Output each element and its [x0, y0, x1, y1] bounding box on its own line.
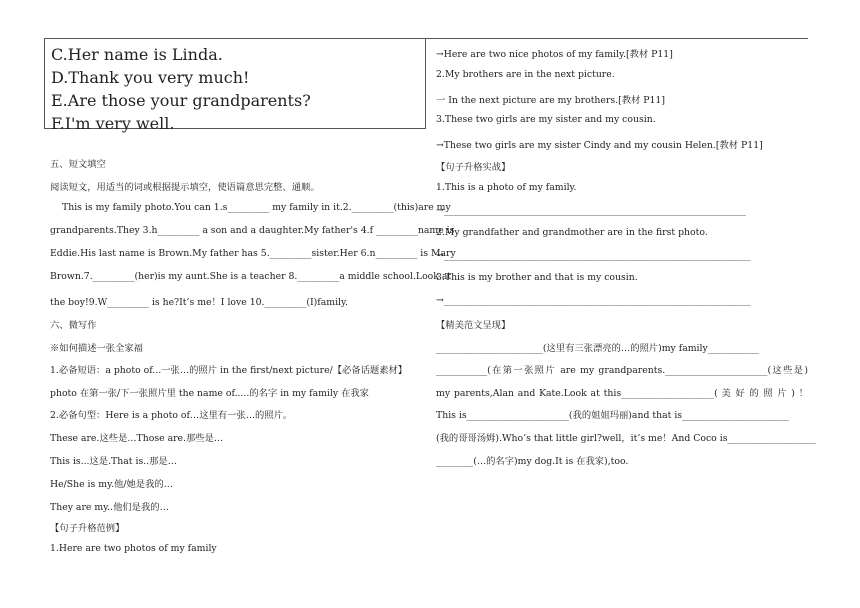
option-c: C.Her name is Linda. [51, 45, 223, 64]
example-line: →Here are two nice photos of my family.[教材 P11] [436, 49, 673, 60]
model-line: ___________(在第一张照片 are my grandparents.______________________(这些是) [436, 365, 808, 376]
practice-answer-line: →__________________________________________________________________ [436, 250, 751, 261]
topic-heading: ※如何描述一张全家福 [50, 343, 143, 354]
pattern-line: This is...这是.That is..那是… [50, 456, 178, 467]
model-line: (我的哥哥汤姆).Who’s that little girl?well，it’s me！And Coco is___________________ [436, 433, 816, 444]
model-title: 【精美范文呈现】 [436, 320, 511, 331]
examples-title: 【句子升格范例】 [50, 523, 125, 534]
passage-line: Brown.7._________(her)is my aunt.She is a teacher 8._________a middle school.Look at [50, 271, 452, 282]
example-line: 2.My brothers are in the next picture. [436, 69, 615, 80]
passage-line: This is my family photo.You can 1.s_________ my family in it.2._________(this)are my [62, 202, 451, 213]
example-line: 3.These two girls are my sister and my cousin. [436, 114, 656, 125]
example-line: →These two girls are my sister Cindy and my cousin Helen.[教材 P11] [436, 140, 763, 151]
options-box [44, 38, 426, 133]
practice-answer-line: →__________________________________________________________________ [436, 295, 751, 306]
model-line: _______________________(这里有三张漂亮的…的照片)my family___________ [436, 343, 759, 354]
option-d: D.Thank you very much! [51, 68, 250, 87]
option-f: F.I'm very well. [51, 114, 175, 133]
example-line: 一 In the next picture are my brothers.[教材 P11] [436, 95, 665, 106]
practice-title: 【句子升格实战】 [436, 162, 511, 173]
phrases-line: photo 在第一张/下一张照片里 the name of.....的名字 in my family 在我家 [50, 388, 369, 399]
phrases-line: 1.必备短语：a photo of...一张…的照片 in the first/next picture/【必备话题素材】 [50, 365, 408, 376]
section5-instruction: 阅读短文，用适当的词或根据提示填空，使语篇意思完整、通顺。 [50, 182, 320, 193]
pattern-line: These are.这些是…Those are.那些是… [50, 433, 224, 444]
pattern-line: He/She is my.他/她是我的… [50, 479, 173, 490]
practice-line: 2.My grandfather and grandmother are in the first photo. [436, 227, 708, 238]
patterns-title: 2.必备句型：Here is a photo of…这里有一张…的照片。 [50, 410, 293, 421]
example-line: 1.Here are two photos of my family [50, 543, 217, 554]
passage-line: the boy!9.W_________ is he?It’s me！I love 10._________(I)family. [50, 297, 348, 308]
pattern-line: They are my..他们是我的… [50, 502, 169, 513]
practice-answer-line: →_________________________________________________________________ [436, 205, 746, 216]
model-line: my parents,Alan and Kate.Look at this____________________( 美 好 的 照 片 ) ！ [436, 388, 808, 399]
passage-line: grandparents.They 3.h_________ a son and a daughter.My father's 4.f _________name is [50, 225, 455, 236]
top-rule [426, 38, 808, 39]
section5-title: 五、短文填空 [50, 159, 106, 170]
option-e: E.Are those your grandparents? [51, 91, 311, 110]
model-line: This is______________________(我的姐姐玛丽)and that is_______________________ [436, 410, 789, 421]
practice-line: 3.This is my brother and that is my cousin. [436, 272, 638, 283]
practice-line: 1.This is a photo of my family. [436, 182, 577, 193]
passage-line: Eddie.His last name is Brown.My father has 5._________sister.Her 6.n_________ is Mary [50, 248, 456, 259]
model-line: ________(…的名字)my dog.It is 在我家),too. [436, 456, 629, 467]
section6-title: 六、微写作 [50, 320, 97, 331]
